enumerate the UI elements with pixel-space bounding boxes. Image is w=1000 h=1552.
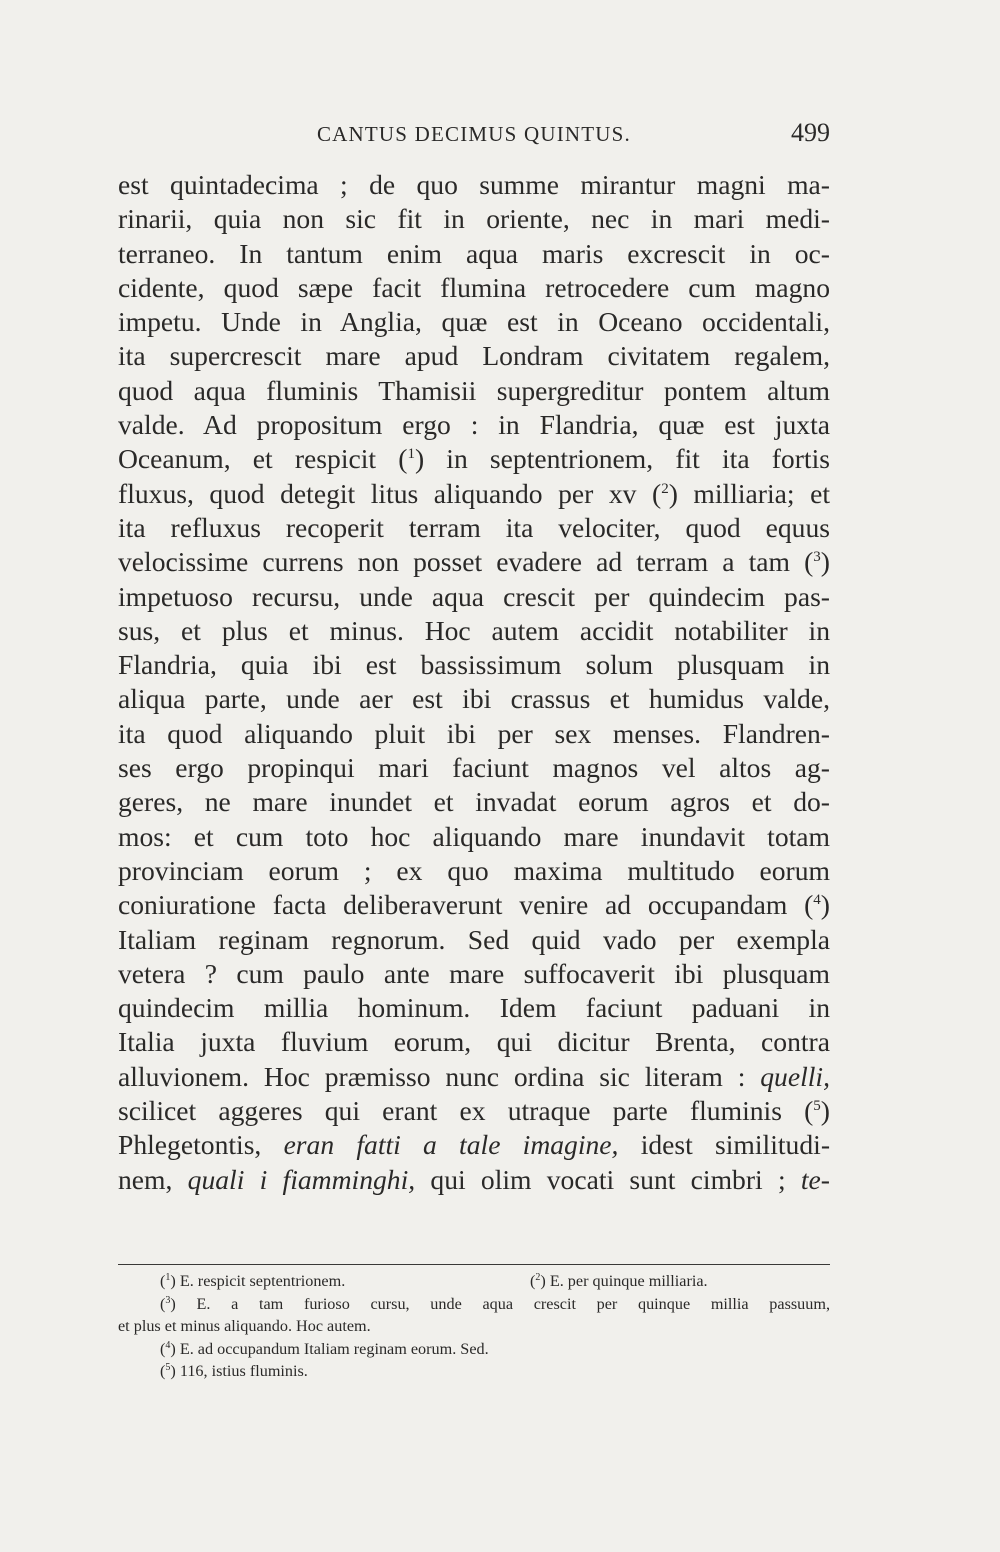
text-segment: coniuratione facta deliberaverunt venire ad occupandam ( — [118, 889, 814, 921]
footnote-1: ($^1$) E. respicit septentrionem. — [160, 1272, 346, 1290]
body-text — [118, 168, 830, 1197]
italic-segment: quelli, — [760, 1060, 830, 1092]
text-line: cidente, quod sæpe facit flumina retrocedere cum magno — [118, 271, 830, 303]
footnote-text: ) E. per quinque milliaria. — [540, 1272, 708, 1290]
text-segment: idest similitudi- — [618, 1129, 831, 1161]
text-line: geres, ne mare inundet et invadat eorum agros et do- — [118, 786, 830, 818]
text-line: vetera ? cum paulo ante mare suffocaverit ibi plusquam — [118, 957, 830, 989]
text-line: Italia juxta fluvium eorum, qui dicitur Brenta, contra — [118, 1026, 830, 1058]
text-line — [118, 1128, 830, 1162]
text-line: quindecim millia hominum. Idem faciunt paduani in — [118, 992, 830, 1024]
footnote-number: 4 — [165, 1339, 171, 1351]
text-segment: scilicet aggeres qui erant ex utraque parte fluminis ( — [118, 1095, 814, 1127]
text-line: aliqua parte, unde aer est ibi crassus et humidus valde, — [118, 683, 830, 715]
italic-segment: quali i fiamminghi, — [187, 1163, 416, 1195]
text-segment: ) — [820, 889, 830, 921]
footnote-number: 5 — [165, 1362, 171, 1373]
text-line: quod aqua fluminis Thamisii supergreditur pontem altum — [118, 374, 830, 406]
footnote-reference: 3 — [813, 549, 821, 566]
footnote-5: ($^5$) 116, istius fluminis. — [160, 1362, 308, 1380]
text-segment: ) milliaria; et — [668, 477, 831, 509]
text-segment: velocissime currens non posset evadere ad terram a tam ( — [118, 546, 814, 578]
text-line: ita supercrescit mare apud Londram civitatem regalem, — [118, 340, 830, 372]
text-segment: Oceanum, et respicit ( — [118, 443, 408, 475]
footnote-text: ) E. respicit septentrionem. — [170, 1272, 346, 1290]
page-number: 499 — [791, 118, 830, 147]
text-line — [118, 1163, 830, 1197]
footnote-2: ($^2$) E. per quinque milliaria. — [530, 1272, 708, 1290]
text-segment: alluvionem. Hoc præmisso nunc ordina sic literam : — [118, 1060, 761, 1092]
text-line — [118, 1060, 830, 1094]
text-line: terraneo. In tantum enim aqua maris excrescit in oc- — [118, 237, 830, 269]
footnote-divider — [118, 1264, 830, 1265]
footnote-text: ) 116, istius fluminis. — [170, 1362, 308, 1380]
text-line — [118, 477, 830, 511]
text-segment: ) in septentrionem, fit ita fortis — [414, 443, 830, 475]
footnote-number: 3 — [165, 1294, 171, 1306]
footnote-reference: 5 — [813, 1098, 821, 1115]
text-line: sus, et plus et minus. Hoc autem accidit notabiliter in — [118, 614, 830, 646]
footnote-3: ($^3$) E. a tam furioso cursu, unde aqua crescit per quinque millia passuum, — [160, 1294, 830, 1313]
text-line — [118, 888, 830, 922]
running-title: CANTUS DECIMUS QUINTUS. — [316, 122, 632, 146]
text-line — [118, 545, 830, 579]
text-line: impetu. Unde in Anglia, quæ est in Oceano occidentali, — [118, 306, 830, 338]
text-line: Flandria, quia ibi est bassissimum solum plusquam in — [118, 649, 830, 681]
footnote-4: ($^4$) E. ad occupandum Italiam reginam eorum. Sed. — [160, 1339, 489, 1358]
footnote-number: 2 — [535, 1272, 541, 1283]
text-segment: Phlegetontis, — [118, 1129, 284, 1161]
text-segment: ) — [820, 546, 830, 578]
text-segment: nem, — [118, 1163, 188, 1195]
text-segment: qui olim vocati sunt cimbri ; — [415, 1163, 801, 1195]
footnotes — [118, 1270, 830, 1383]
footnote-text: ) E. ad occupandum Italiam reginam eorum. Sed. — [170, 1339, 489, 1358]
text-line: est quintadecima ; de quo summe mirantur magni ma- — [118, 169, 830, 200]
text-line: ita refluxus recoperit terram ita velociter, quod equus — [118, 511, 830, 543]
footnote-reference: 4 — [813, 892, 821, 909]
footnote-reference: 2 — [661, 480, 669, 497]
text-line: impetuoso recursu, unde aqua crescit per quindecim pas- — [118, 580, 830, 612]
italic-segment: eran fatti a tale imagine, — [283, 1129, 619, 1161]
text-line: Italiam reginam regnorum. Sed quid vado per exempla — [118, 923, 830, 955]
footnote-reference: 1 — [407, 446, 415, 463]
text-line: provinciam eorum ; ex quo maxima multitudo eorum — [118, 854, 830, 886]
text-line — [118, 1094, 830, 1128]
running-head — [118, 118, 830, 154]
text-line: valde. Ad propositum ergo : in Flandria, quæ est juxta — [118, 409, 830, 441]
text-line: mos: et cum toto hoc aliquando mare inundavit totam — [118, 820, 830, 852]
footnote-row — [118, 1270, 830, 1293]
text-segment: fluxus, quod detegit litus aliquando per xv ( — [118, 477, 662, 509]
italic-segment: te- — [800, 1163, 830, 1195]
text-line: rinarii, quia non sic fit in oriente, nec in mari medi- — [118, 203, 830, 235]
footnote-text: ) E. a tam furioso cursu, unde aqua crescit per quinque millia passuum, — [170, 1294, 830, 1313]
footnote-number: 1 — [165, 1272, 171, 1283]
text-line: ita quod aliquando pluit ibi per sex menses. Flandren- — [118, 717, 830, 749]
text-line — [118, 442, 830, 476]
footnote-3-continuation: et plus et minus aliquando. Hoc autem. — [118, 1317, 371, 1335]
text-segment: ) — [820, 1095, 830, 1127]
text-line: ses ergo propinqui mari faciunt magnos vel altos ag- — [118, 752, 830, 784]
